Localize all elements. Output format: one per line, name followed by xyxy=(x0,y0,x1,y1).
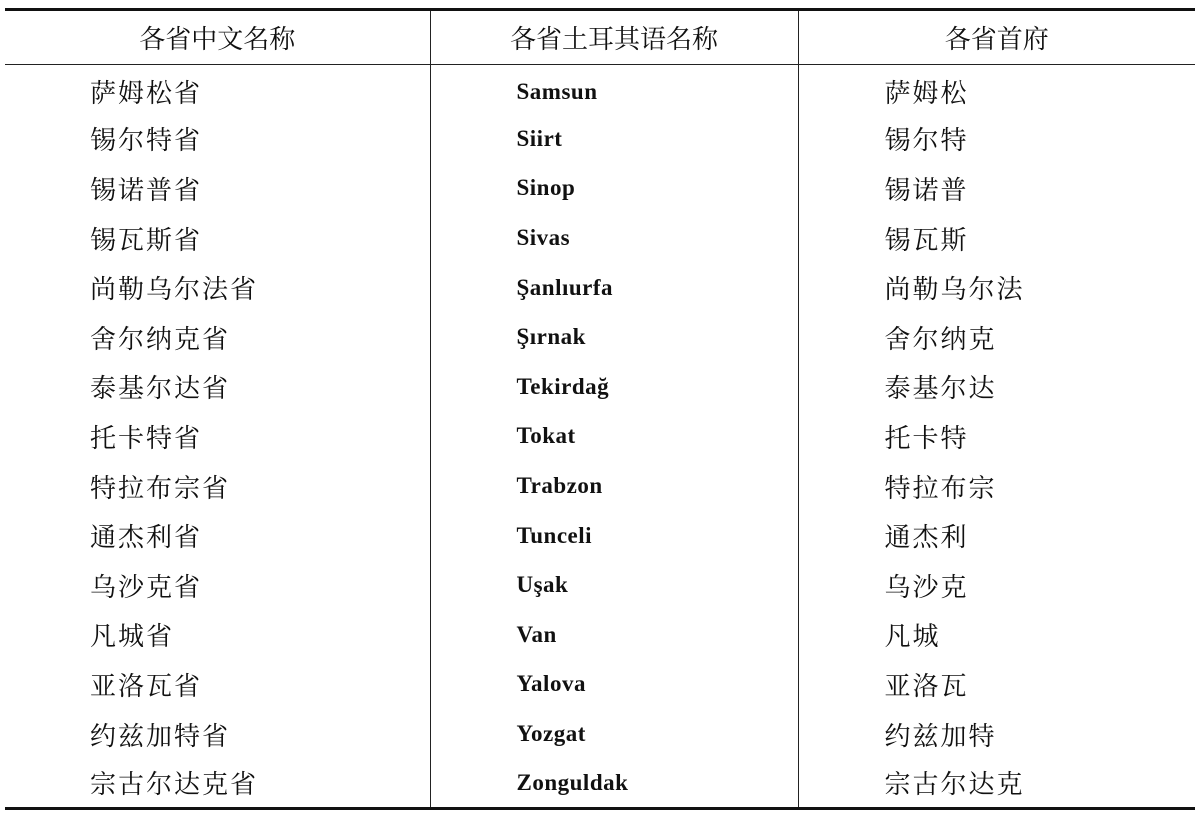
chinese-name-cell: 舍尔纳克省 xyxy=(90,324,231,355)
turkish-name-cell: Uşak xyxy=(430,560,798,610)
table-row xyxy=(5,610,1195,660)
table-header xyxy=(5,10,1195,65)
turkish-name-cell: Tunceli xyxy=(430,511,798,561)
table-row xyxy=(5,164,1195,214)
capital-cell: 泰基尔达 xyxy=(798,362,1195,412)
table-row xyxy=(5,213,1195,263)
header-capital: 各省首府 xyxy=(798,10,1195,65)
header-turkish-name: 各省土耳其语名称 xyxy=(430,10,798,65)
chinese-name-cell: 约兹加特省 xyxy=(90,721,231,752)
table-row xyxy=(5,660,1195,710)
chinese-name-cell: 亚洛瓦省 xyxy=(90,671,203,702)
chinese-name-cell: 通杰利省 xyxy=(90,523,203,554)
turkish-name-cell: Tokat xyxy=(430,412,798,462)
turkish-name-cell: Yalova xyxy=(430,660,798,710)
capital-cell: 锡尔特 xyxy=(798,114,1195,164)
turkish-name-cell: Şırnak xyxy=(430,312,798,362)
capital-cell: 萨姆松 xyxy=(798,65,1195,115)
capital-cell: 锡瓦斯 xyxy=(798,213,1195,263)
turkish-name-cell: Tekirdağ xyxy=(430,362,798,412)
chinese-name-cell: 锡诺普省 xyxy=(90,175,203,206)
capital-cell: 锡诺普 xyxy=(798,164,1195,214)
chinese-name-cell: 乌沙克省 xyxy=(90,572,203,603)
chinese-name-cell: 托卡特省 xyxy=(90,423,203,454)
capital-cell: 托卡特 xyxy=(798,412,1195,462)
turkish-name-cell: Sinop xyxy=(430,164,798,214)
turkish-name-cell: Yozgat xyxy=(430,709,798,759)
table-row xyxy=(5,362,1195,412)
table-body xyxy=(5,65,1195,809)
turkish-name-cell: Trabzon xyxy=(430,461,798,511)
table-row xyxy=(5,511,1195,561)
capital-cell: 约兹加特 xyxy=(798,709,1195,759)
capital-cell: 亚洛瓦 xyxy=(798,660,1195,710)
capital-cell: 宗古尔达克 xyxy=(798,759,1195,809)
capital-cell: 乌沙克 xyxy=(798,560,1195,610)
turkish-name-cell: Sivas xyxy=(430,213,798,263)
chinese-name-cell: 泰基尔达省 xyxy=(90,374,231,405)
chinese-name-cell: 特拉布宗省 xyxy=(90,473,231,504)
table-row xyxy=(5,65,1195,115)
table-row xyxy=(5,312,1195,362)
chinese-name-cell: 凡城省 xyxy=(90,622,175,653)
capital-cell: 舍尔纳克 xyxy=(798,312,1195,362)
chinese-name-cell: 锡瓦斯省 xyxy=(90,225,203,256)
chinese-name-cell: 锡尔特省 xyxy=(90,126,203,157)
turkish-name-cell: Zonguldak xyxy=(430,759,798,809)
chinese-name-cell: 尚勒乌尔法省 xyxy=(90,275,259,306)
turkish-name-cell: Van xyxy=(430,610,798,660)
table-row xyxy=(5,759,1195,809)
capital-cell: 凡城 xyxy=(798,610,1195,660)
header-row xyxy=(5,10,1195,65)
turkish-name-cell: Samsun xyxy=(430,65,798,115)
table-row xyxy=(5,709,1195,759)
provinces-table xyxy=(5,8,1195,810)
table-row xyxy=(5,560,1195,610)
table-row xyxy=(5,412,1195,462)
table-row xyxy=(5,461,1195,511)
turkish-name-cell: Şanlıurfa xyxy=(430,263,798,313)
provinces-table-container xyxy=(5,8,1195,810)
table-row xyxy=(5,263,1195,313)
turkish-name-cell: Siirt xyxy=(430,114,798,164)
capital-cell: 特拉布宗 xyxy=(798,461,1195,511)
capital-cell: 尚勒乌尔法 xyxy=(798,263,1195,313)
header-chinese-name: 各省中文名称 xyxy=(5,10,430,65)
chinese-name-cell: 萨姆松省 xyxy=(90,79,203,110)
table-row xyxy=(5,114,1195,164)
capital-cell: 通杰利 xyxy=(798,511,1195,561)
chinese-name-cell: 宗古尔达克省 xyxy=(90,770,259,801)
